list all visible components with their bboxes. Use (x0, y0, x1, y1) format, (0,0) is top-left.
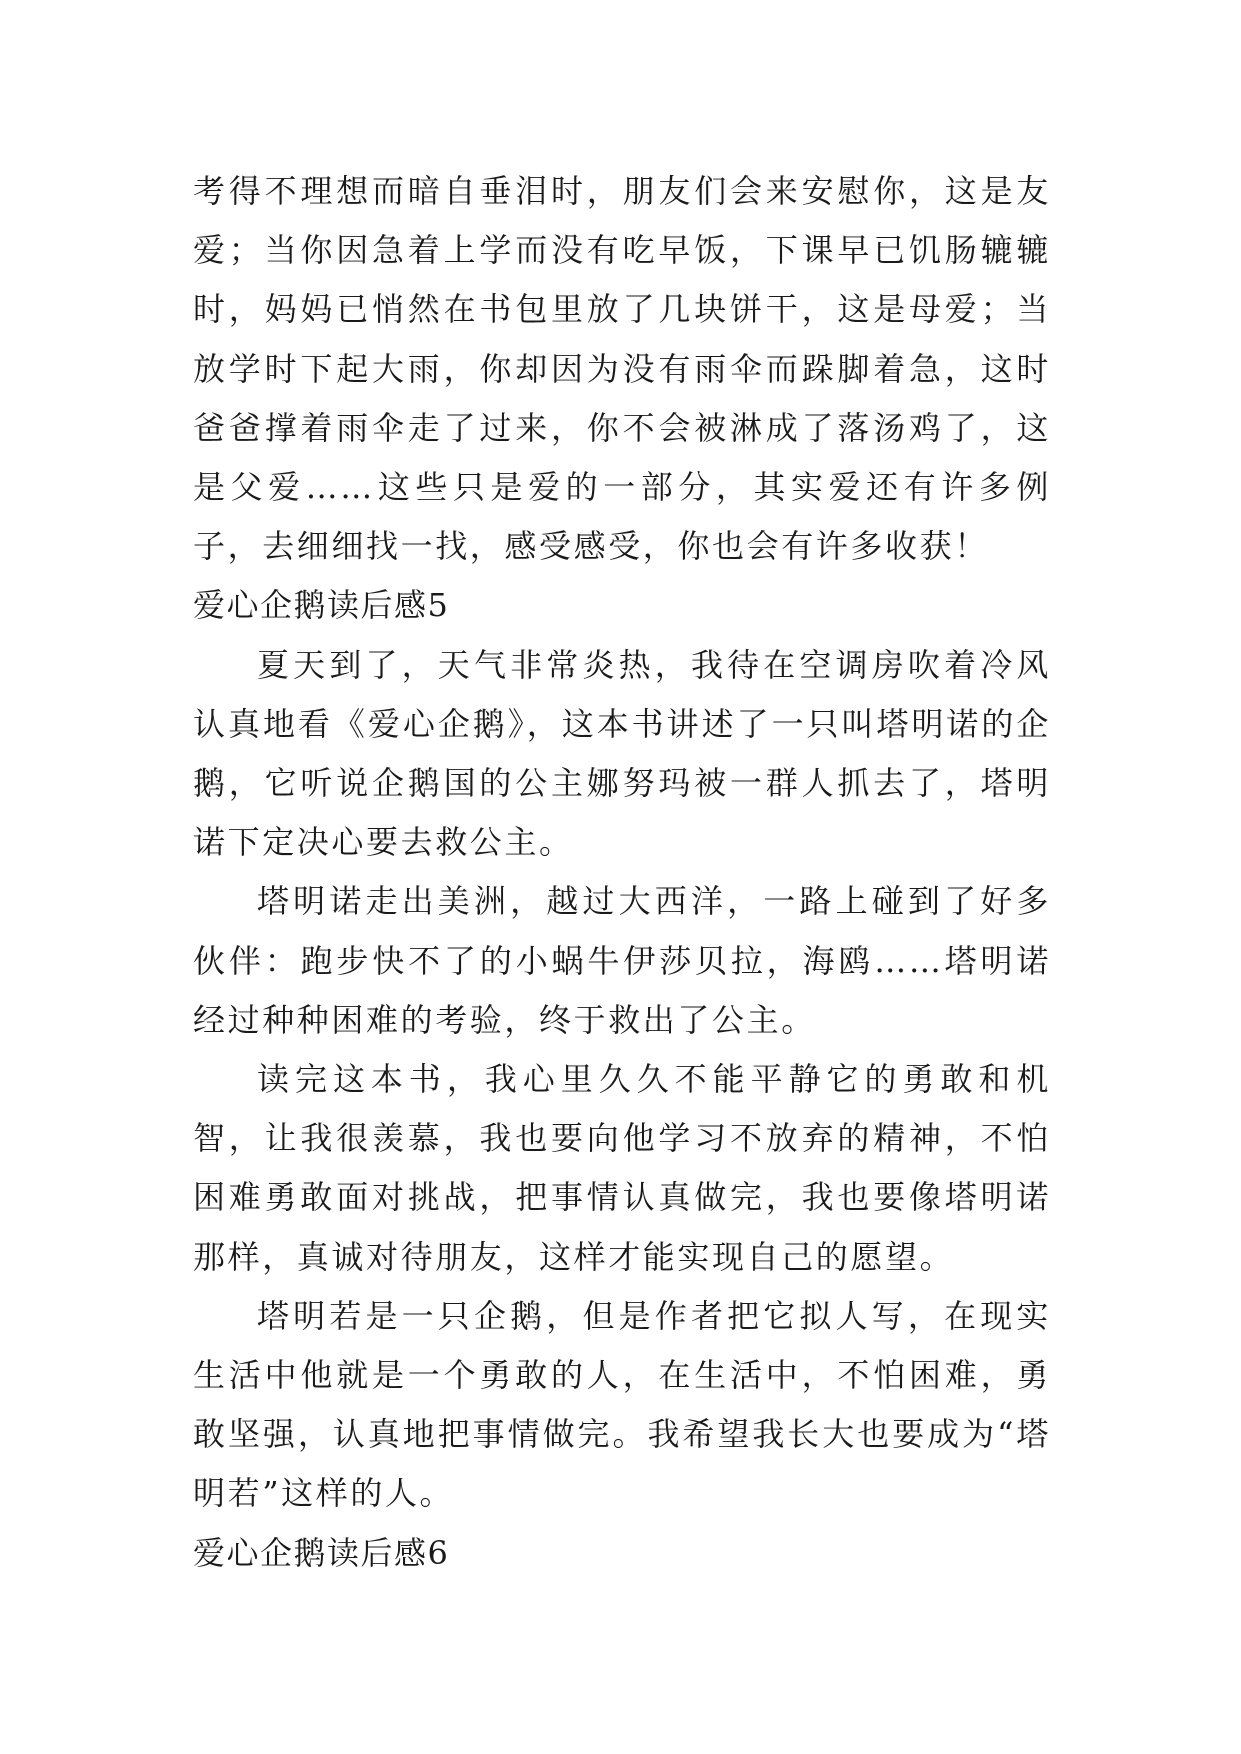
document-body (193, 162, 1051, 1583)
paragraph-friendship-love: 考得不理想而暗自垂泪时，朋友们会来安慰你，这是友爱；当你因急着上学而没有吃早饭，下课早已饥肠辘辘时，妈妈已悄然在书包里放了几块饼干，这是母爱；当放学时下起大雨，你却因为没有雨伞而跺脚着急，这时爸爸撑着雨伞走了过来，你不会被淋成了落汤鸡了，这是父爱……这些只是爱的一部分，其实爱还有许多例子，去细细找一找，感受感受，你也会有许多收获！ (193, 172, 1051, 566)
section-heading-5: 爱心企鹅读后感5 (193, 586, 450, 625)
paragraph-summer-reading: 夏天到了，天气非常炎热，我待在空调房吹着冷风认真地看《爱心企鹅》，这本书讲述了一只叫塔明诺的企鹅，它听说企鹅国的公主娜努玛被一群人抓去了，塔明诺下定决心要去救公主。 (193, 645, 1051, 862)
paragraph-penguin-courage: 塔明若是一只企鹅，但是作者把它拟人写，在现实生活中他就是一个勇敢的人，在生活中，不怕困难，勇敢坚强，认真地把事情做完。我希望我长大也要成为“塔明若”这样的人。 (193, 1296, 1051, 1513)
section-heading-6: 爱心企鹅读后感6 (193, 1533, 450, 1572)
paragraph-journey: 塔明诺走出美洲，越过大西洋，一路上碰到了好多伙伴：跑步快不了的小蜗牛伊莎贝拉，海鸥……塔明诺经过种种困难的考验，终于救出了公主。 (193, 882, 1051, 1039)
paragraph-reflection: 读完这本书，我心里久久不能平静它的勇敢和机智，让我很羡慕，我也要向他学习不放弃的精神，不怕困难勇敢面对挑战，把事情认真做完，我也要像塔明诺那样，真诚对待朋友，这样才能实现自己的愿望。 (193, 1060, 1051, 1276)
